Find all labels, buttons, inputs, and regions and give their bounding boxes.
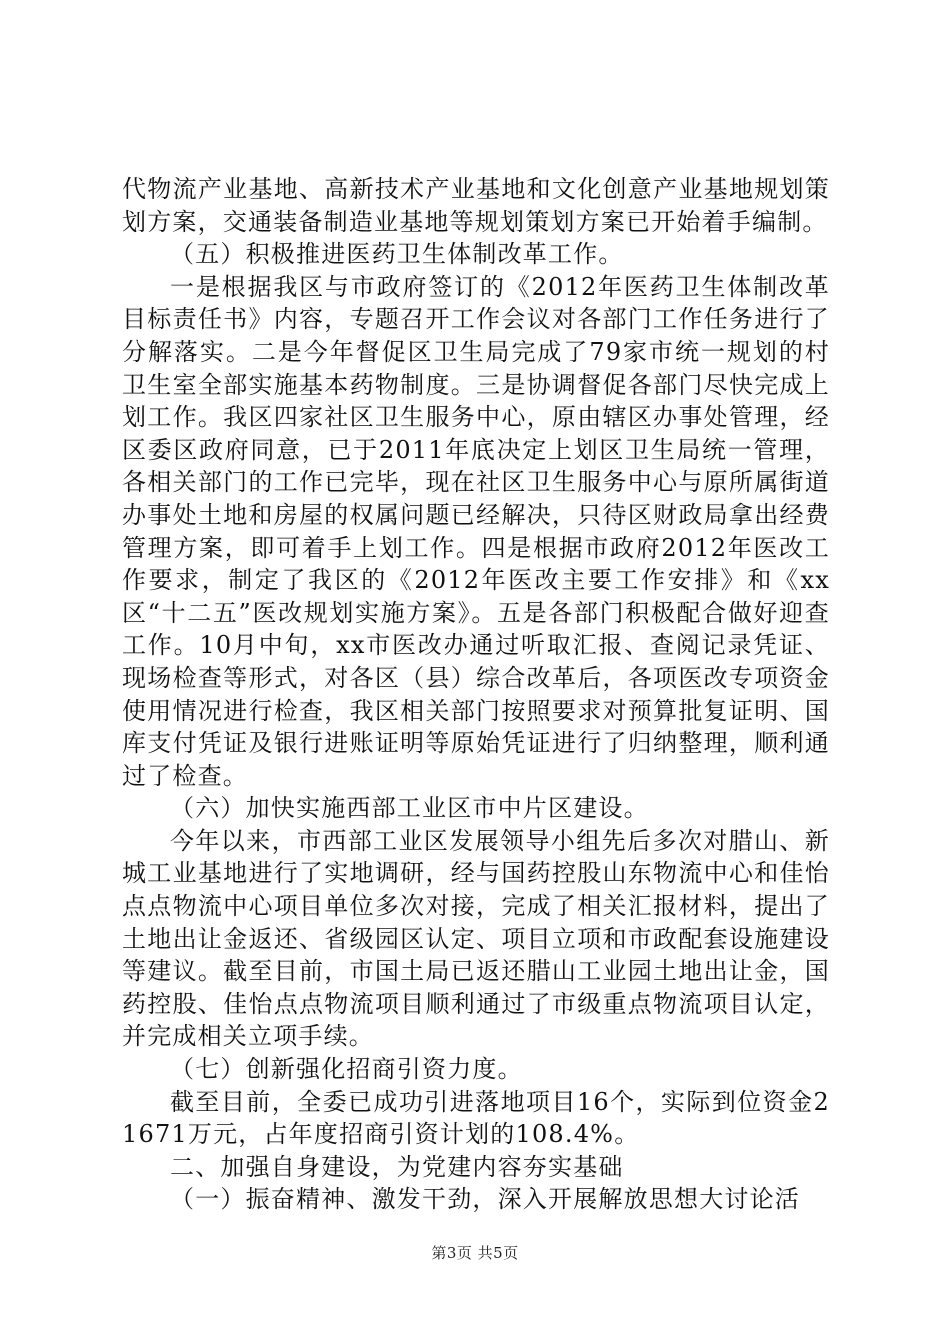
paragraph-investment: 截至目前，全委已成功引进落地项目16个，实际到位资金21671万元，占年度招商引资计划的108.4%。 [122, 1087, 830, 1149]
paragraph-industrial-zone: 今年以来，市西部工业区发展领导小组先后多次对腊山、新城工业基地进行了实地调研，经与国药控股山东物流中心和佳怡点点物流中心项目单位多次对接，完成了相关汇报材料，提出了土地出让金返还、省级园区认定、项目立项和市政配套设施建设等建议。截至目前，市国土局已返还腊山工业园土地出让金，国药控股、佳怡点点物流项目顺利通过了市级重点物流项目认定，并完成相关立项手续。 [122, 826, 830, 1051]
document-body [122, 173, 830, 1216]
section-heading-2: 二、加强自身建设，为党建内容夯实基础 [170, 1152, 624, 1181]
paragraph-continuation: 代物流产业基地、高新技术产业基地和文化创意产业基地规划策划方案，交通装备制造业基地等规划策划方案已开始着手编制。 [122, 175, 830, 236]
subsection-heading-1: （一）振奋精神、激发干劲，深入开展解放思想大讨论活 [170, 1185, 800, 1214]
paragraph-medical-reform: 一是根据我区与市政府签订的《2012年医药卫生体制改革目标责任书》内容，专题召开工作会议对各部门工作任务进行了分解落实。二是今年督促区卫生局完成了79家市统一规划的村卫生室全部实施基本药物制度。三是协调督促各部门尽快完成上划工作。我区四家社区卫生服务中心，原由辖区办事处管理，经区委区政府同意，已于2011年底决定上划区卫生局统一管理，各相关部门的工作已完毕，现在社区卫生服务中心与原所属街道办事处土地和房屋的权属问题已经解决，只待区财政局拿出经费管理方案，即可着手上划工作。四是根据市政府2012年医改工作要求，制定了我区的《2012年医改主要工作安排》和《xx区“十二五”医改规划实施方案》。五是各部门积极配合做好迎查工作。10月中旬，xx市医改办通过听取汇报、查阅记录凭证、现场检查等形式，对各区（县）综合改革后，各项医改专项资金使用情况进行检查，我区相关部门按照要求对预算批复证明、国库支付凭证及银行进账证明等原始凭证进行了归纳整理，顺利通过了检查。 [122, 272, 830, 790]
section-heading-6: （六）加快实施西部工业区市中片区建设。 [170, 794, 649, 823]
page-footer: 第3页 共5页 [431, 1244, 519, 1262]
section-heading-5: （五）积极推进医药卫生体制改革工作。 [170, 240, 624, 269]
section-heading-7: （七）创新强化招商引资力度。 [170, 1055, 523, 1084]
